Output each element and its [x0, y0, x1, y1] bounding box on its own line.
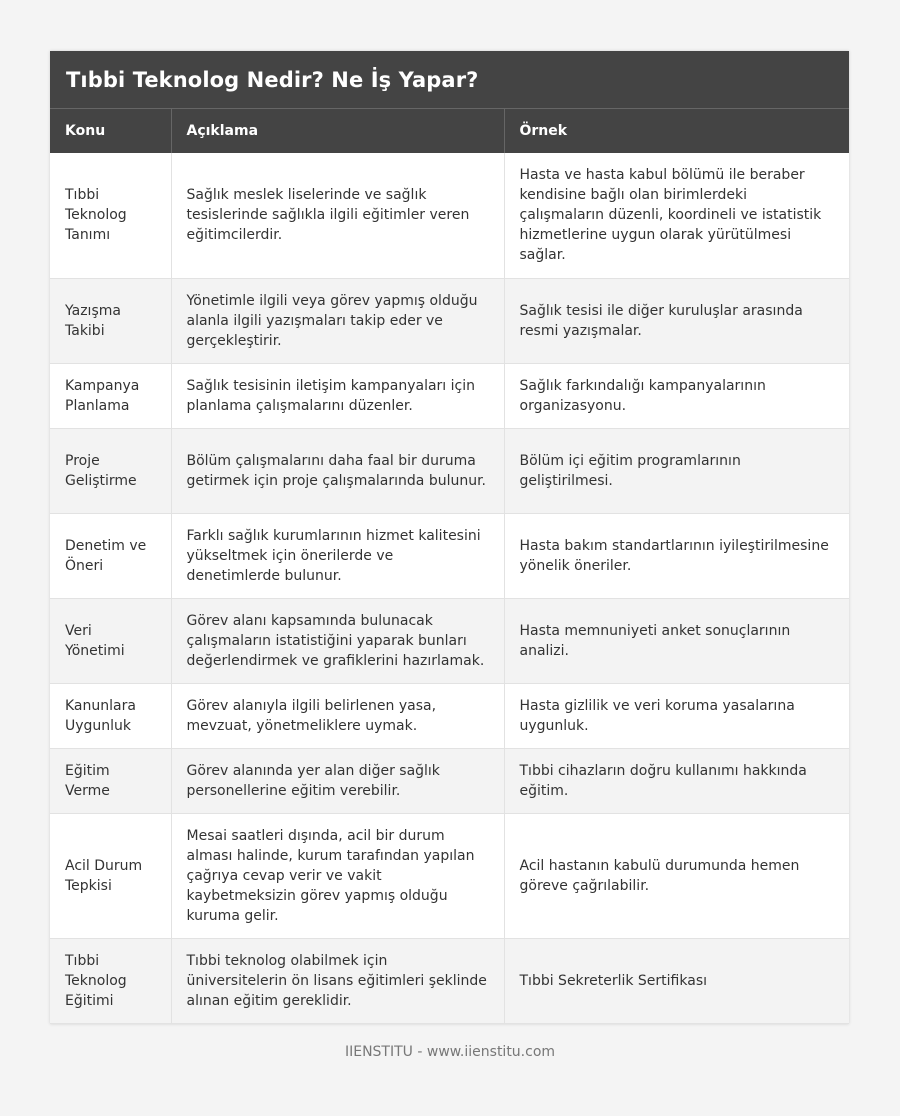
cell-ornek: Sağlık farkındalığı kampanyalarının organizasyonu. — [504, 363, 849, 428]
column-header-konu: Konu — [50, 109, 171, 153]
cell-aciklama: Sağlık meslek liselerinde ve sağlık tesislerinde sağlıkla ilgili eğitimler veren eğitimcilerdir. — [171, 153, 504, 278]
cell-aciklama: Sağlık tesisinin iletişim kampanyaları için planlama çalışmalarını düzenler. — [171, 363, 504, 428]
cell-konu: Tıbbi Teknolog Eğitimi — [50, 938, 171, 1023]
cell-ornek: Acil hastanın kabulü durumunda hemen göreve çağrılabilir. — [504, 813, 849, 938]
cell-ornek: Hasta gizlilik ve veri koruma yasalarına uygunluk. — [504, 683, 849, 748]
cell-ornek: Hasta bakım standartlarının iyileştirilmesine yönelik öneriler. — [504, 513, 849, 598]
cell-konu: Kampanya Planlama — [50, 363, 171, 428]
cell-konu: Proje Geliştirme — [50, 428, 171, 513]
content-card — [50, 51, 849, 1024]
data-table — [50, 109, 849, 1024]
title-bar — [50, 51, 849, 109]
cell-ornek: Sağlık tesisi ile diğer kuruluşlar arasında resmi yazışmalar. — [504, 278, 849, 363]
cell-aciklama: Farklı sağlık kurumlarının hizmet kalitesini yükseltmek için önerilerde ve denetimlerde bulunur. — [171, 513, 504, 598]
cell-aciklama: Mesai saatleri dışında, acil bir durum alması halinde, kurum tarafından yapılan çağrıya cevap verir ve vakit kaybetmeksizin görev yapmış olduğu kuruma gelir. — [171, 813, 504, 938]
table-row — [50, 748, 849, 813]
cell-konu: Denetim ve Öneri — [50, 513, 171, 598]
cell-ornek: Tıbbi cihazların doğru kullanımı hakkında eğitim. — [504, 748, 849, 813]
footer-credit: IIENSTITU - www.iienstitu.com — [344, 1044, 556, 1060]
table-row — [50, 513, 849, 598]
cell-konu: Acil Durum Tepkisi — [50, 813, 171, 938]
cell-aciklama: Görev alanıyla ilgili belirlenen yasa, mevzuat, yönetmeliklere uymak. — [171, 683, 504, 748]
cell-konu: Eğitim Verme — [50, 748, 171, 813]
table-row — [50, 153, 849, 278]
cell-aciklama: Tıbbi teknolog olabilmek için üniversitelerin ön lisans eğitimleri şeklinde alınan eğitim gereklidir. — [171, 938, 504, 1023]
cell-ornek: Tıbbi Sekreterlik Sertifikası — [504, 938, 849, 1023]
table-row — [50, 278, 849, 363]
table-row — [50, 363, 849, 428]
cell-aciklama: Görev alanında yer alan diğer sağlık personellerine eğitim verebilir. — [171, 748, 504, 813]
table-header-row — [50, 109, 849, 153]
page-title: Tıbbi Teknolog Nedir? Ne İş Yapar? — [66, 67, 479, 92]
column-header-ornek: Örnek — [504, 109, 849, 153]
table-row — [50, 598, 849, 683]
cell-konu: Veri Yönetimi — [50, 598, 171, 683]
cell-konu: Kanunlara Uygunluk — [50, 683, 171, 748]
cell-aciklama: Görev alanı kapsamında bulunacak çalışmaların istatistiğini yaparak bunları değerlendirmek ve grafiklerini hazırlamak. — [171, 598, 504, 683]
cell-ornek: Bölüm içi eğitim programlarının geliştirilmesi. — [504, 428, 849, 513]
cell-konu: Yazışma Takibi — [50, 278, 171, 363]
cell-ornek: Hasta ve hasta kabul bölümü ile beraber kendisine bağlı olan birimlerdeki çalışmaların düzenli, koordineli ve istatistik hizmetlerine uygun olarak yürütülmesi sağlar. — [504, 153, 849, 278]
cell-ornek: Hasta memnuniyeti anket sonuçlarının analizi. — [504, 598, 849, 683]
table-row — [50, 813, 849, 938]
cell-aciklama: Yönetimle ilgili veya görev yapmış olduğu alanla ilgili yazışmaları takip eder ve gerçekleştirir. — [171, 278, 504, 363]
table-row — [50, 938, 849, 1023]
cell-konu: Tıbbi Teknolog Tanımı — [50, 153, 171, 278]
table-row — [50, 428, 849, 513]
cell-aciklama: Bölüm çalışmalarını daha faal bir duruma getirmek için proje çalışmalarında bulunur. — [171, 428, 504, 513]
table-row — [50, 683, 849, 748]
column-header-aciklama: Açıklama — [171, 109, 504, 153]
